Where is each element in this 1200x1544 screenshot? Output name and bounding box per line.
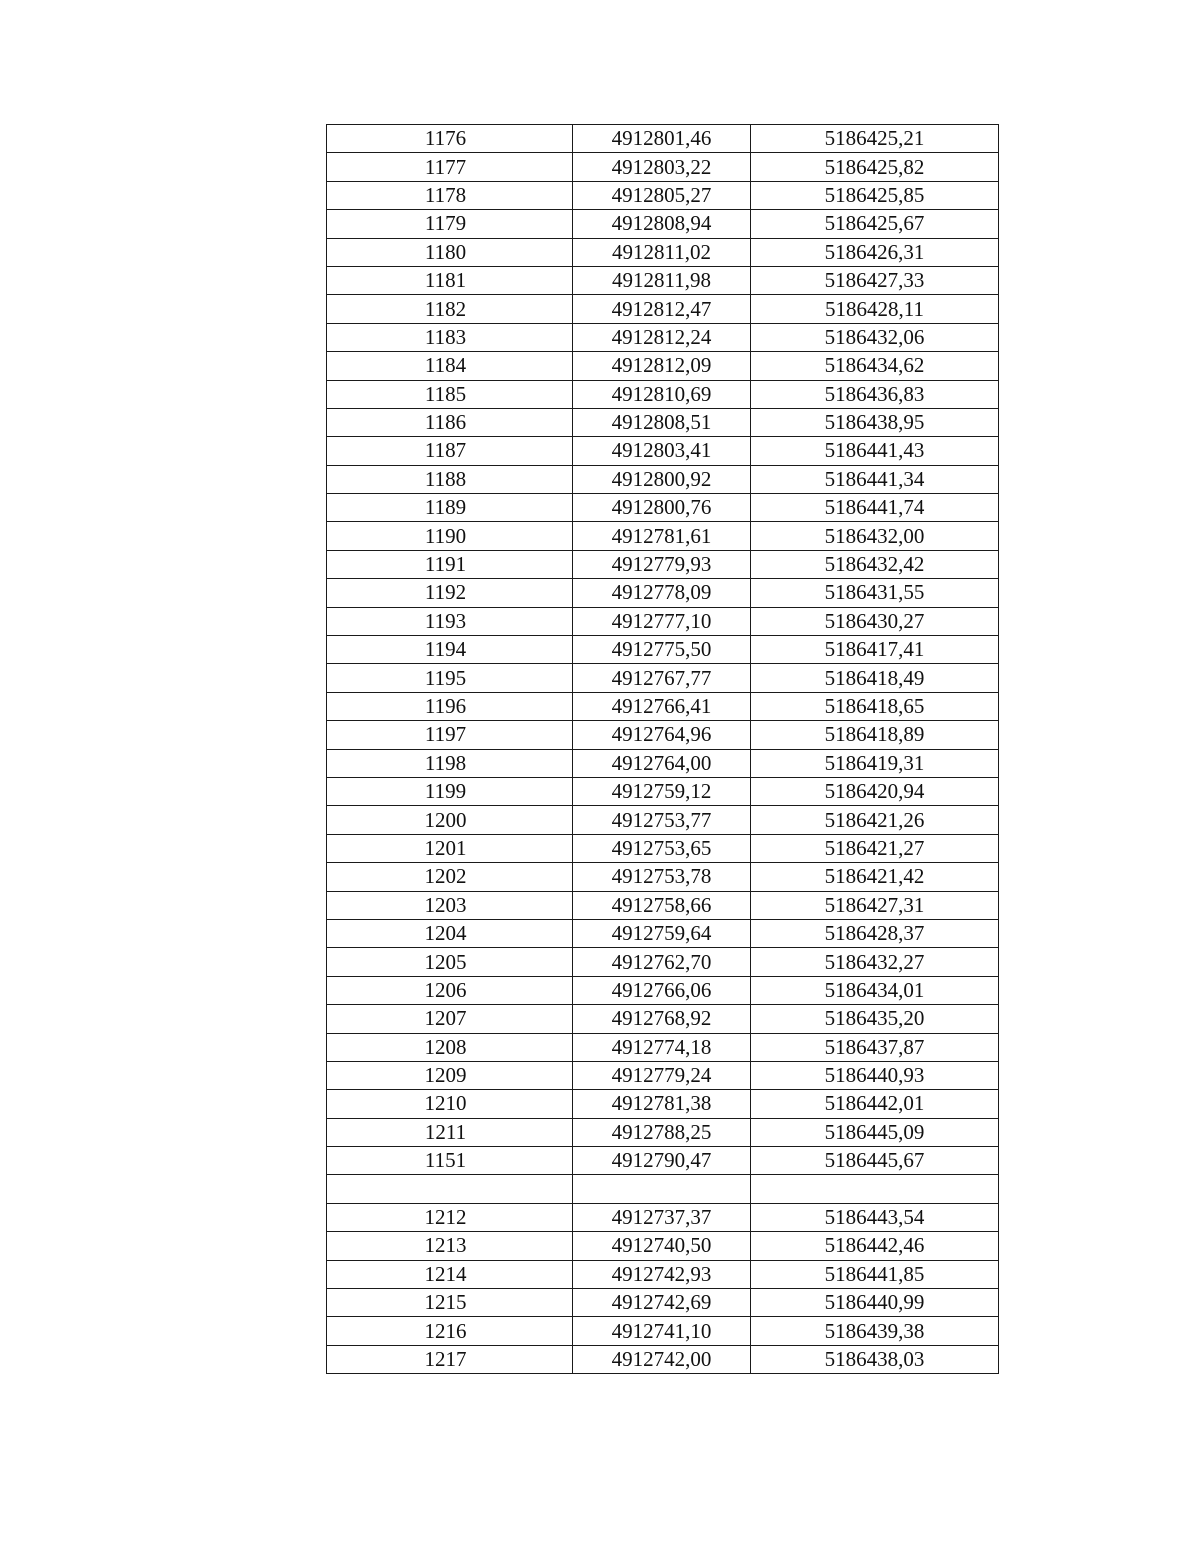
- x-coordinate-cell: 4912742,93: [573, 1260, 751, 1288]
- table-row: [327, 636, 999, 664]
- y-coordinate-cell: 5186430,27: [751, 607, 999, 635]
- y-coordinate-cell: 5186428,11: [751, 295, 999, 323]
- table-row: [327, 777, 999, 805]
- x-coordinate-cell: 4912781,38: [573, 1090, 751, 1118]
- table-row: [327, 522, 999, 550]
- table-row: [327, 721, 999, 749]
- x-coordinate-cell: 4912781,61: [573, 522, 751, 550]
- table-row: [327, 976, 999, 1004]
- table-row: [327, 1147, 999, 1175]
- x-coordinate-cell: 4912778,09: [573, 579, 751, 607]
- table-row: [327, 1232, 999, 1260]
- x-coordinate-cell: 4912808,51: [573, 408, 751, 436]
- x-coordinate-cell: 4912764,00: [573, 749, 751, 777]
- x-coordinate-cell: 4912766,41: [573, 692, 751, 720]
- point-number-cell: 1186: [327, 408, 573, 436]
- x-coordinate-cell: 4912779,93: [573, 550, 751, 578]
- point-number-cell: 1206: [327, 976, 573, 1004]
- y-coordinate-cell: 5186432,06: [751, 323, 999, 351]
- point-number-cell: 1203: [327, 891, 573, 919]
- y-coordinate-cell: 5186435,20: [751, 1005, 999, 1033]
- y-coordinate-cell: 5186441,34: [751, 465, 999, 493]
- x-coordinate-cell: 4912811,98: [573, 266, 751, 294]
- point-number-cell: 1216: [327, 1317, 573, 1345]
- point-number-cell: 1191: [327, 550, 573, 578]
- point-number-cell: 1211: [327, 1118, 573, 1146]
- y-coordinate-cell: 5186434,01: [751, 976, 999, 1004]
- x-coordinate-cell: 4912788,25: [573, 1118, 751, 1146]
- point-number-cell: 1182: [327, 295, 573, 323]
- point-number-cell: 1208: [327, 1033, 573, 1061]
- point-number-cell: [327, 1175, 573, 1203]
- table-row: [327, 891, 999, 919]
- y-coordinate-cell: 5186427,33: [751, 266, 999, 294]
- table-row: [327, 664, 999, 692]
- point-number-cell: 1185: [327, 380, 573, 408]
- point-number-cell: 1199: [327, 777, 573, 805]
- table-row: [327, 125, 999, 153]
- point-number-cell: 1217: [327, 1345, 573, 1373]
- table-row: [327, 749, 999, 777]
- x-coordinate-cell: 4912812,24: [573, 323, 751, 351]
- x-coordinate-cell: 4912767,77: [573, 664, 751, 692]
- table-row: [327, 1203, 999, 1231]
- x-coordinate-cell: 4912753,78: [573, 863, 751, 891]
- x-coordinate-cell: 4912766,06: [573, 976, 751, 1004]
- table-row: [327, 1090, 999, 1118]
- point-number-cell: 1180: [327, 238, 573, 266]
- point-number-cell: 1207: [327, 1005, 573, 1033]
- point-number-cell: 1177: [327, 153, 573, 181]
- x-coordinate-cell: 4912803,22: [573, 153, 751, 181]
- x-coordinate-cell: 4912774,18: [573, 1033, 751, 1061]
- y-coordinate-cell: 5186439,38: [751, 1317, 999, 1345]
- x-coordinate-cell: 4912759,64: [573, 919, 751, 947]
- x-coordinate-cell: 4912741,10: [573, 1317, 751, 1345]
- point-number-cell: 1179: [327, 210, 573, 238]
- coordinates-table-body: [327, 125, 999, 1374]
- table-row: [327, 863, 999, 891]
- y-coordinate-cell: 5186441,43: [751, 437, 999, 465]
- point-number-cell: 1197: [327, 721, 573, 749]
- y-coordinate-cell: 5186421,42: [751, 863, 999, 891]
- y-coordinate-cell: 5186431,55: [751, 579, 999, 607]
- x-coordinate-cell: 4912762,70: [573, 948, 751, 976]
- separator-row: [327, 1175, 999, 1203]
- y-coordinate-cell: 5186432,42: [751, 550, 999, 578]
- table-row: [327, 550, 999, 578]
- point-number-cell: 1196: [327, 692, 573, 720]
- x-coordinate-cell: 4912777,10: [573, 607, 751, 635]
- y-coordinate-cell: 5186427,31: [751, 891, 999, 919]
- table-row: [327, 323, 999, 351]
- table-row: [327, 465, 999, 493]
- x-coordinate-cell: 4912805,27: [573, 181, 751, 209]
- point-number-cell: 1181: [327, 266, 573, 294]
- y-coordinate-cell: 5186420,94: [751, 777, 999, 805]
- table-row: [327, 494, 999, 522]
- y-coordinate-cell: 5186437,87: [751, 1033, 999, 1061]
- table-row: [327, 210, 999, 238]
- point-number-cell: 1176: [327, 125, 573, 153]
- table-row: [327, 1345, 999, 1373]
- table-row: [327, 181, 999, 209]
- x-coordinate-cell: [573, 1175, 751, 1203]
- y-coordinate-cell: 5186432,00: [751, 522, 999, 550]
- point-number-cell: 1210: [327, 1090, 573, 1118]
- table-row: [327, 380, 999, 408]
- y-coordinate-cell: 5186428,37: [751, 919, 999, 947]
- x-coordinate-cell: 4912764,96: [573, 721, 751, 749]
- table-row: [327, 607, 999, 635]
- y-coordinate-cell: 5186418,49: [751, 664, 999, 692]
- y-coordinate-cell: 5186440,93: [751, 1061, 999, 1089]
- x-coordinate-cell: 4912812,09: [573, 352, 751, 380]
- x-coordinate-cell: 4912811,02: [573, 238, 751, 266]
- point-number-cell: 1212: [327, 1203, 573, 1231]
- point-number-cell: 1187: [327, 437, 573, 465]
- y-coordinate-cell: 5186421,27: [751, 834, 999, 862]
- point-number-cell: 1189: [327, 494, 573, 522]
- x-coordinate-cell: 4912753,65: [573, 834, 751, 862]
- table-row: [327, 1317, 999, 1345]
- point-number-cell: 1195: [327, 664, 573, 692]
- point-number-cell: 1193: [327, 607, 573, 635]
- x-coordinate-cell: 4912753,77: [573, 806, 751, 834]
- y-coordinate-cell: 5186425,85: [751, 181, 999, 209]
- table-row: [327, 692, 999, 720]
- table-row: [327, 1260, 999, 1288]
- point-number-cell: 1188: [327, 465, 573, 493]
- x-coordinate-cell: 4912737,37: [573, 1203, 751, 1231]
- y-coordinate-cell: 5186432,27: [751, 948, 999, 976]
- point-number-cell: 1192: [327, 579, 573, 607]
- point-number-cell: 1201: [327, 834, 573, 862]
- y-coordinate-cell: 5186443,54: [751, 1203, 999, 1231]
- point-number-cell: 1151: [327, 1147, 573, 1175]
- y-coordinate-cell: 5186425,67: [751, 210, 999, 238]
- table-row: [327, 153, 999, 181]
- point-number-cell: 1214: [327, 1260, 573, 1288]
- y-coordinate-cell: 5186440,99: [751, 1289, 999, 1317]
- x-coordinate-cell: 4912759,12: [573, 777, 751, 805]
- point-number-cell: 1205: [327, 948, 573, 976]
- x-coordinate-cell: 4912742,00: [573, 1345, 751, 1373]
- point-number-cell: 1204: [327, 919, 573, 947]
- x-coordinate-cell: 4912800,76: [573, 494, 751, 522]
- table-row: [327, 1061, 999, 1089]
- x-coordinate-cell: 4912812,47: [573, 295, 751, 323]
- point-number-cell: 1209: [327, 1061, 573, 1089]
- y-coordinate-cell: 5186442,46: [751, 1232, 999, 1260]
- y-coordinate-cell: 5186417,41: [751, 636, 999, 664]
- table-row: [327, 266, 999, 294]
- x-coordinate-cell: 4912800,92: [573, 465, 751, 493]
- y-coordinate-cell: 5186438,03: [751, 1345, 999, 1373]
- x-coordinate-cell: 4912808,94: [573, 210, 751, 238]
- point-number-cell: 1183: [327, 323, 573, 351]
- y-coordinate-cell: 5186421,26: [751, 806, 999, 834]
- x-coordinate-cell: 4912740,50: [573, 1232, 751, 1260]
- y-coordinate-cell: 5186419,31: [751, 749, 999, 777]
- table-row: [327, 238, 999, 266]
- table-row: [327, 1289, 999, 1317]
- y-coordinate-cell: [751, 1175, 999, 1203]
- point-number-cell: 1198: [327, 749, 573, 777]
- table-row: [327, 408, 999, 436]
- x-coordinate-cell: 4912803,41: [573, 437, 751, 465]
- table-row: [327, 579, 999, 607]
- y-coordinate-cell: 5186425,82: [751, 153, 999, 181]
- table-row: [327, 948, 999, 976]
- table-row: [327, 1118, 999, 1146]
- table-row: [327, 834, 999, 862]
- x-coordinate-cell: 4912801,46: [573, 125, 751, 153]
- table-row: [327, 437, 999, 465]
- table-row: [327, 1033, 999, 1061]
- point-number-cell: 1200: [327, 806, 573, 834]
- x-coordinate-cell: 4912810,69: [573, 380, 751, 408]
- y-coordinate-cell: 5186441,85: [751, 1260, 999, 1288]
- x-coordinate-cell: 4912742,69: [573, 1289, 751, 1317]
- x-coordinate-cell: 4912790,47: [573, 1147, 751, 1175]
- y-coordinate-cell: 5186445,09: [751, 1118, 999, 1146]
- point-number-cell: 1202: [327, 863, 573, 891]
- table-row: [327, 295, 999, 323]
- y-coordinate-cell: 5186425,21: [751, 125, 999, 153]
- x-coordinate-cell: 4912768,92: [573, 1005, 751, 1033]
- y-coordinate-cell: 5186434,62: [751, 352, 999, 380]
- y-coordinate-cell: 5186418,65: [751, 692, 999, 720]
- point-number-cell: 1190: [327, 522, 573, 550]
- table-row: [327, 806, 999, 834]
- y-coordinate-cell: 5186426,31: [751, 238, 999, 266]
- point-number-cell: 1184: [327, 352, 573, 380]
- y-coordinate-cell: 5186442,01: [751, 1090, 999, 1118]
- point-number-cell: 1178: [327, 181, 573, 209]
- point-number-cell: 1213: [327, 1232, 573, 1260]
- coordinates-table: [326, 124, 999, 1374]
- x-coordinate-cell: 4912758,66: [573, 891, 751, 919]
- y-coordinate-cell: 5186445,67: [751, 1147, 999, 1175]
- y-coordinate-cell: 5186418,89: [751, 721, 999, 749]
- x-coordinate-cell: 4912775,50: [573, 636, 751, 664]
- table-row: [327, 919, 999, 947]
- y-coordinate-cell: 5186438,95: [751, 408, 999, 436]
- table-row: [327, 352, 999, 380]
- point-number-cell: 1194: [327, 636, 573, 664]
- y-coordinate-cell: 5186436,83: [751, 380, 999, 408]
- point-number-cell: 1215: [327, 1289, 573, 1317]
- table-row: [327, 1005, 999, 1033]
- x-coordinate-cell: 4912779,24: [573, 1061, 751, 1089]
- y-coordinate-cell: 5186441,74: [751, 494, 999, 522]
